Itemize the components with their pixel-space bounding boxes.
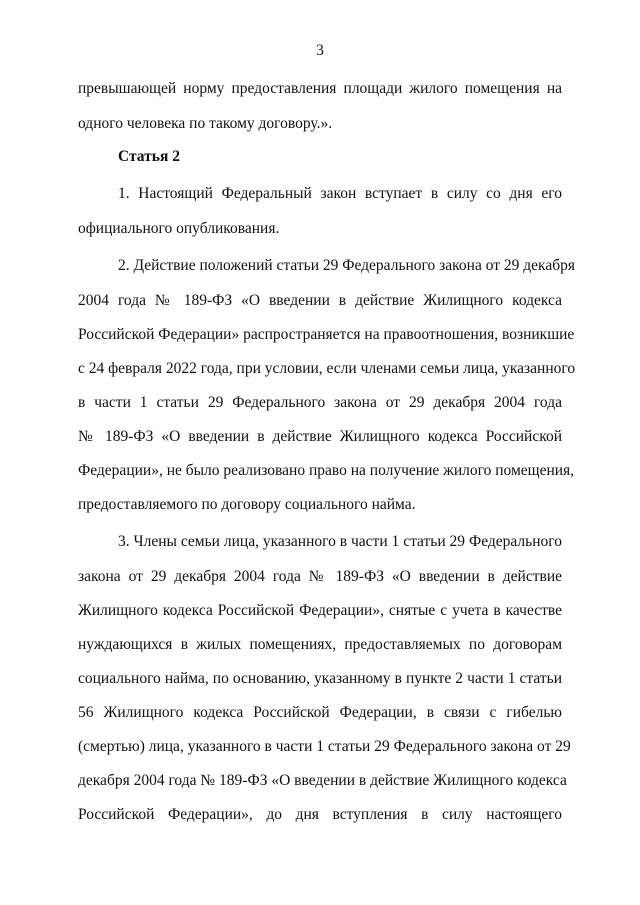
point3-line-6: 56 Жилищного кодекса Российской Федерации, в связи с гибелью xyxy=(78,704,562,721)
point2-line-1: 2. Действие положений статьи 29 Федерального закона от 29 декабря xyxy=(118,257,575,274)
intro-line-2: одного человека по такому договору.». xyxy=(78,115,333,132)
point1-line-2: официального опубликования. xyxy=(78,220,280,237)
point3-line-1: 3. Члены семьи лица, указанного в части 1 статьи 29 Федерального xyxy=(118,533,562,550)
point3-line-8: декабря 2004 года № 189-ФЗ «О введении в действие Жилищного кодекса xyxy=(78,772,567,789)
point2-line-3: Российской Федерации» распространяется на правоотношения, возникшие xyxy=(78,326,575,343)
point2-line-8: предоставляемого по договору социального найма. xyxy=(78,496,416,513)
point3-line-7: (смертью) лица, указанного в части 1 статьи 29 Федерального закона от 29 xyxy=(78,738,571,755)
page-number: 3 xyxy=(316,42,324,59)
point2-line-6: № 189-ФЗ «О введении в действие Жилищного кодекса Российской xyxy=(78,428,562,445)
point3-line-3: Жилищного кодекса Российской Федерации», снятые с учета в качестве xyxy=(78,602,562,619)
point3-line-4: нуждающихся в жилых помещениях, предоставляемых по договорам xyxy=(78,636,562,653)
article-heading: Статья 2 xyxy=(118,148,180,165)
point3-line-5: социального найма, по основанию, указанному в пункте 2 части 1 статьи xyxy=(78,670,562,687)
point2-line-7: Федерации», не было реализовано право на получение жилого помещения, xyxy=(78,462,575,479)
point1-line-1: 1. Настоящий Федеральный закон вступает в силу со дня его xyxy=(118,185,562,202)
point3-line-9: Российской Федерации», до дня вступления в силу настоящего xyxy=(78,806,562,823)
point2-line-2: 2004 года № 189-ФЗ «О введении в действие Жилищного кодекса xyxy=(78,292,562,309)
intro-line-1: превышающей норму предоставления площади жилого помещения на xyxy=(78,80,562,97)
point2-line-4: с 24 февраля 2022 года, при условии, если членами семьи лица, указанного xyxy=(78,360,576,377)
point3-line-2: закона от 29 декабря 2004 года № 189-ФЗ «О введении в действие xyxy=(78,568,562,585)
point2-line-5: в части 1 статьи 29 Федерального закона от 29 декабря 2004 года xyxy=(78,394,562,411)
